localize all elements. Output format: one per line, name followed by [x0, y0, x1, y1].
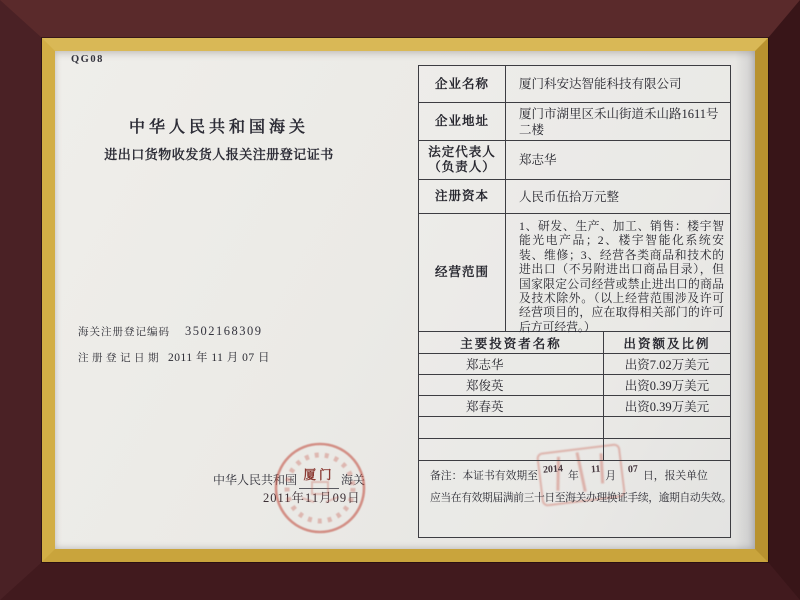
- investor-name: 郑志华: [419, 354, 604, 374]
- investor-table-header: [419, 332, 730, 354]
- certificate-paper: [55, 51, 755, 549]
- investor-row-empty: [419, 417, 730, 439]
- registration-code-value: 3502168309: [185, 324, 263, 338]
- row-label: 注册资本: [419, 180, 506, 213]
- row-value: 厦门科安达智能科技有限公司: [519, 77, 682, 91]
- stamped-year: 2014: [542, 463, 564, 476]
- remark-line1: 备注：本证书有效期至2014年11月07日，报关单位: [430, 463, 708, 482]
- investor-row: [419, 375, 730, 396]
- investor-amount: 出资0.39万美元: [624, 379, 710, 393]
- investor-row: [419, 396, 730, 417]
- investor-name: 郑俊英: [419, 375, 604, 395]
- row-label: 法定代表人 （负责人）: [419, 141, 506, 179]
- table-row-company-name: [419, 66, 730, 103]
- investor-row: [419, 354, 730, 375]
- row-label: 经营范围: [419, 214, 506, 331]
- issuer-country: 中华人民共和国: [213, 473, 298, 487]
- row-value: 人民币伍拾万元整: [519, 189, 620, 204]
- form-code: QG08: [71, 54, 104, 65]
- row-label: 企业名称: [419, 66, 506, 102]
- issuer-office-blank: [299, 470, 339, 489]
- registration-info-table: [418, 65, 731, 538]
- investor-name: 郑春英: [419, 396, 604, 416]
- investor-amount: 出资0.39万美元: [624, 400, 710, 414]
- registration-date-value: 2011 年 11 月 07 日: [168, 352, 271, 364]
- remark-line2: 应当在有效期届满前三十日至海关办理换证手续，逾期自动失效。: [430, 492, 732, 504]
- registration-code-label: 海关注册登记编码: [78, 327, 170, 338]
- stamped-month: 11: [590, 463, 601, 476]
- row-value: 郑志华: [519, 153, 557, 167]
- issuer-customs-suffix: 海关: [341, 473, 366, 487]
- table-row-company-address: [419, 103, 730, 141]
- investor-amount-header: 出资额及比例: [623, 336, 711, 351]
- issuer-office-stamped: 厦门: [303, 468, 335, 482]
- investor-name-header: 主要投资者名称: [419, 332, 604, 353]
- row-value: 1、研发、生产、加工、销售：楼宇智能光电产品；2、楼宇智能化系统安装、维修；3、经营各类商品和技术的进出口（不另附进出口商品目录），但国家限定公司经营或禁止进出口的商品及技术除外。（以上经营范围涉及许可经营项目的，应在取得相关部门的许可后方可经营。）: [519, 219, 724, 334]
- customs-registration-code-line: [78, 324, 263, 339]
- certificate-title: 中华人民共和国海关: [128, 119, 309, 136]
- issuer-line: [213, 470, 365, 489]
- stamped-day: 07: [627, 463, 639, 476]
- row-label: 企业地址: [419, 103, 506, 140]
- registration-date-label: 注册登记日期: [78, 353, 162, 364]
- table-row-business-scope: [419, 214, 730, 332]
- table-row-legal-representative: [419, 141, 730, 180]
- remark-row: [419, 461, 730, 537]
- investor-row-empty: [419, 439, 730, 461]
- investor-amount: 出资7.02万美元: [624, 358, 710, 372]
- issue-date: 2011年11月09日: [263, 491, 361, 505]
- row-value: 厦门市湖里区禾山街道禾山路1611号二楼: [519, 106, 719, 137]
- registration-date-line: [78, 349, 270, 365]
- certificate-subtitle: 进出口货物收发货人报关注册登记证书: [104, 147, 334, 162]
- table-row-registered-capital: [419, 180, 730, 214]
